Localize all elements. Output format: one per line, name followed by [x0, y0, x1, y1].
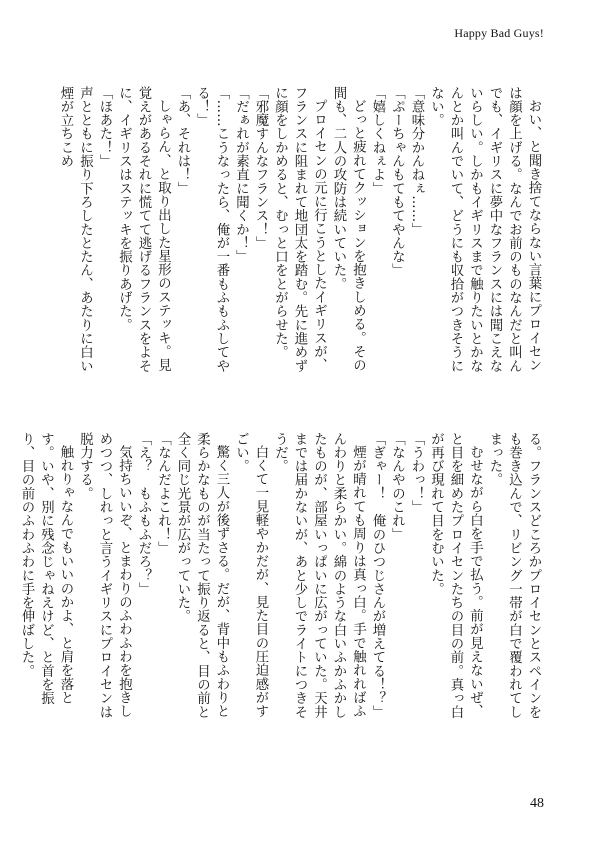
paragraph: 「ぎゃー！ 俺のひつじさんが増えてる！？」 [370, 432, 385, 719]
paragraph: 「ほあた！」 [97, 86, 112, 168]
top-text-column [58, 86, 543, 386]
paragraph: しゃらん、と取り出した星形のステッキ。見覚えがあるそれに慌てて逃げるフランスをよそに、イギリスはステッキを振りあげた。 [116, 86, 171, 373]
page-number: 48 [530, 796, 544, 811]
bottom-text-column [19, 432, 543, 732]
paragraph: おい、と聞き捨てならない言葉にプロイセンは顔を上げる。なんでお前のものなんだと叫んでも、イギリスに夢中なフランスには聞こえないらしい。しかもイギリスまで触りたいとかなんとか叫んでいて、どうにも収拾がつきそうにない。 [428, 86, 541, 373]
paragraph: どっと疲れてクッションを抱きしめる。その間も、二人の攻防は続いていた。 [331, 86, 366, 373]
paragraph: 「意味分かんねぇ……」 [409, 86, 424, 237]
paragraph: 煙が晴れても周りは真っ白。手で触れればふんわりと柔らかい。綿のような白いふかふかしたものが、部屋いっぱいに広がっていた。天井までは届かないが、あと少しでライトにつきそうだ。 [272, 432, 366, 719]
paragraph: 白くて一見軽やかだが、見た目の圧迫感がすごい。 [233, 432, 268, 719]
paragraph: 「あ、それは！」 [175, 86, 190, 196]
paragraph: 「……こうなったら、俺が一番もふもふしてやる！」 [194, 86, 229, 373]
paragraph: 「うわっ！」 [409, 432, 424, 514]
paragraph: 「嬉しくねぇよ」 [370, 86, 385, 196]
paragraph: 声とともに振り下ろしたとたん、あたりに白い煙が立ちこめ [58, 86, 93, 373]
paragraph: 「なんやのこれ」 [389, 432, 405, 542]
paragraph: プロイセンの元に行こうとしたイギリスが、フランスに阻まれて地団太を踏む。先に進めずに顔をしかめると、むっと口をとがらせた。 [272, 86, 327, 373]
paragraph: 「なんだよこれ！」 [155, 432, 171, 555]
paragraph: る。フランスどころかプロイセンとスペインをも巻き込んで、リビング一帯が白で覆われてしまった。 [487, 432, 541, 719]
running-header: Happy Bad Guys! [454, 26, 544, 40]
paragraph: 「だぁれが素直に聞くか！」 [233, 86, 249, 264]
paragraph: 気持ちいいぞ、とまわりのふわふわを抱きしめつつ、しれっと言うイギリスにプロイセンは脱力する。 [77, 432, 132, 719]
paragraph: むせながら白を手で払う。前が見えないぜ、と目を細めたプロイセンたちの目の前。真っ白が再び現れて目をむいた。 [428, 432, 483, 719]
paragraph: 「え？ もふもふだろ？」 [136, 432, 151, 596]
paragraph: 「邪魔すんなフランス！」 [253, 86, 268, 250]
paragraph: 「ぷーちゃんもてもてやんな」 [389, 86, 405, 278]
paragraph: 驚く三人が後ずさる。だが、背中もふわりと柔らかなものが当たって振り返ると、目の前と全く同じ光景が広がっていた。 [175, 432, 229, 719]
paragraph: 触れりゃなんでもいいのかよ、と肩を落とす。いや、別に残念じゃねえけど、と首を振り、目の前のふわふわに手を伸ばした。 [19, 432, 73, 705]
